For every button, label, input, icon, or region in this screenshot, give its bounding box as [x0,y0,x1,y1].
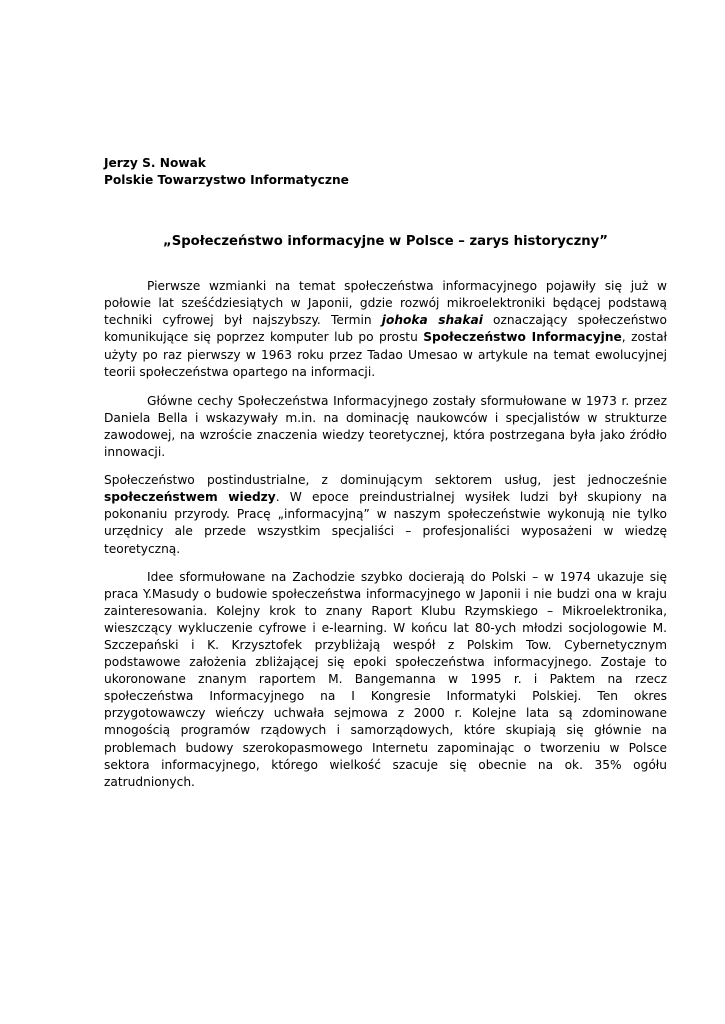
paragraph-1-text-c: , został użyty po raz pierwszy w 1963 roku przez Tadao Umesao w artykule na temat ewolucyjnej teorii społeczeństwa opartego na informacji. [104,330,667,379]
author-name: Jerzy S. Nowak [104,156,206,170]
paragraph-3-text-b: . W epoce preindustrialnej wysiłek ludzi był skupiony na pokonaniu przyrody. Pracę „informacyjną” w naszym społeczeństwie wykonują nie tylko urzędnicy ale przede wszystkim specjaliści – profesjonaliści wyposażeni w wiedzę teoretyczną. [104,490,667,556]
paragraph-4: Idee sformułowane na Zachodzie szybko docierają do Polski – w 1974 ukazuje się praca Y.Masudy o budowie społeczeństwa informacyjnego w Japonii i nie budzi ona w kraju zainteresowania. Kolejny krok to znany Raport Klubu Rzymskiego – Mikroelektronika, wieszczący wykluczenie cyfrowe i e-learning. W końcu lat 80-ych młodzi socjologowie M. Szczepański i K. Krzysztofek przybliżają wespół z Polskim Tow. Cybernetycznym podstawowe założenia zbliżającej się epoki społeczeństwa informacyjnego. Zostaje to ukoronowane znanym raportem M. Bangemanna w 1995 r. i Paktem na rzecz społeczeństwa Informacyjnego na I Kongresie Informatyki Polskiej. Ten okres przygotowawczy wieńczy uchwała sejmowa z 2000 r. Kolejne lata są zdominowane mnogością programów rządowych i samorządowych, które skupiają się głównie na problemach budowy szerokopasmowego Internetu zapominając o tworzeniu w Polsce sektora informacyjnego, którego wielkość szacuje się obecnie na ok. 35% ogółu zatrudnionych. [104,569,667,789]
term-information-society: Społeczeństwo Informacyjne [423,330,622,345]
paragraph-1-text-a: Pierwsze wzmianki na temat społeczeństwa informacyjnego pojawiły się już w połowie lat sześćdziesiątych w Japonii, gdzie rozwój mikroelektroniki będącej podstawą techniki cyfrowej był najszybszy. Termin [104,279,667,328]
document-body [104,155,667,791]
term-knowledge-society: społeczeństwem wiedzy [104,490,276,505]
paragraph-3 [104,472,667,557]
author-organization: Polskie Towarzystwo Informatyczne [104,173,349,188]
document-title: „Społeczeństwo informacyjne w Polsce – zarys historyczny” [163,234,608,250]
paragraph-1-text-b: oznaczający społeczeństwo komunikujące się poprzez komputer lub po prostu [104,313,667,345]
paragraph-3-text-a: Społeczeństwo postindustrialne, z dominującym sektorem usług, jest jednocześnie [104,473,667,488]
paragraph-2: Główne cechy Społeczeństwa Informacyjnego zostały sformułowane w 1973 r. przez Daniela Bella i wskazywały m.in. na dominację naukowców i specjalistów w strukturze zawodowej, na wzroście znaczenia wiedzy teoretycznej, która postrzegana była jako źródło innowacji. [104,393,667,460]
paragraph-1 [104,278,667,381]
term-johoka-shakai: johoka shakai [381,313,483,328]
